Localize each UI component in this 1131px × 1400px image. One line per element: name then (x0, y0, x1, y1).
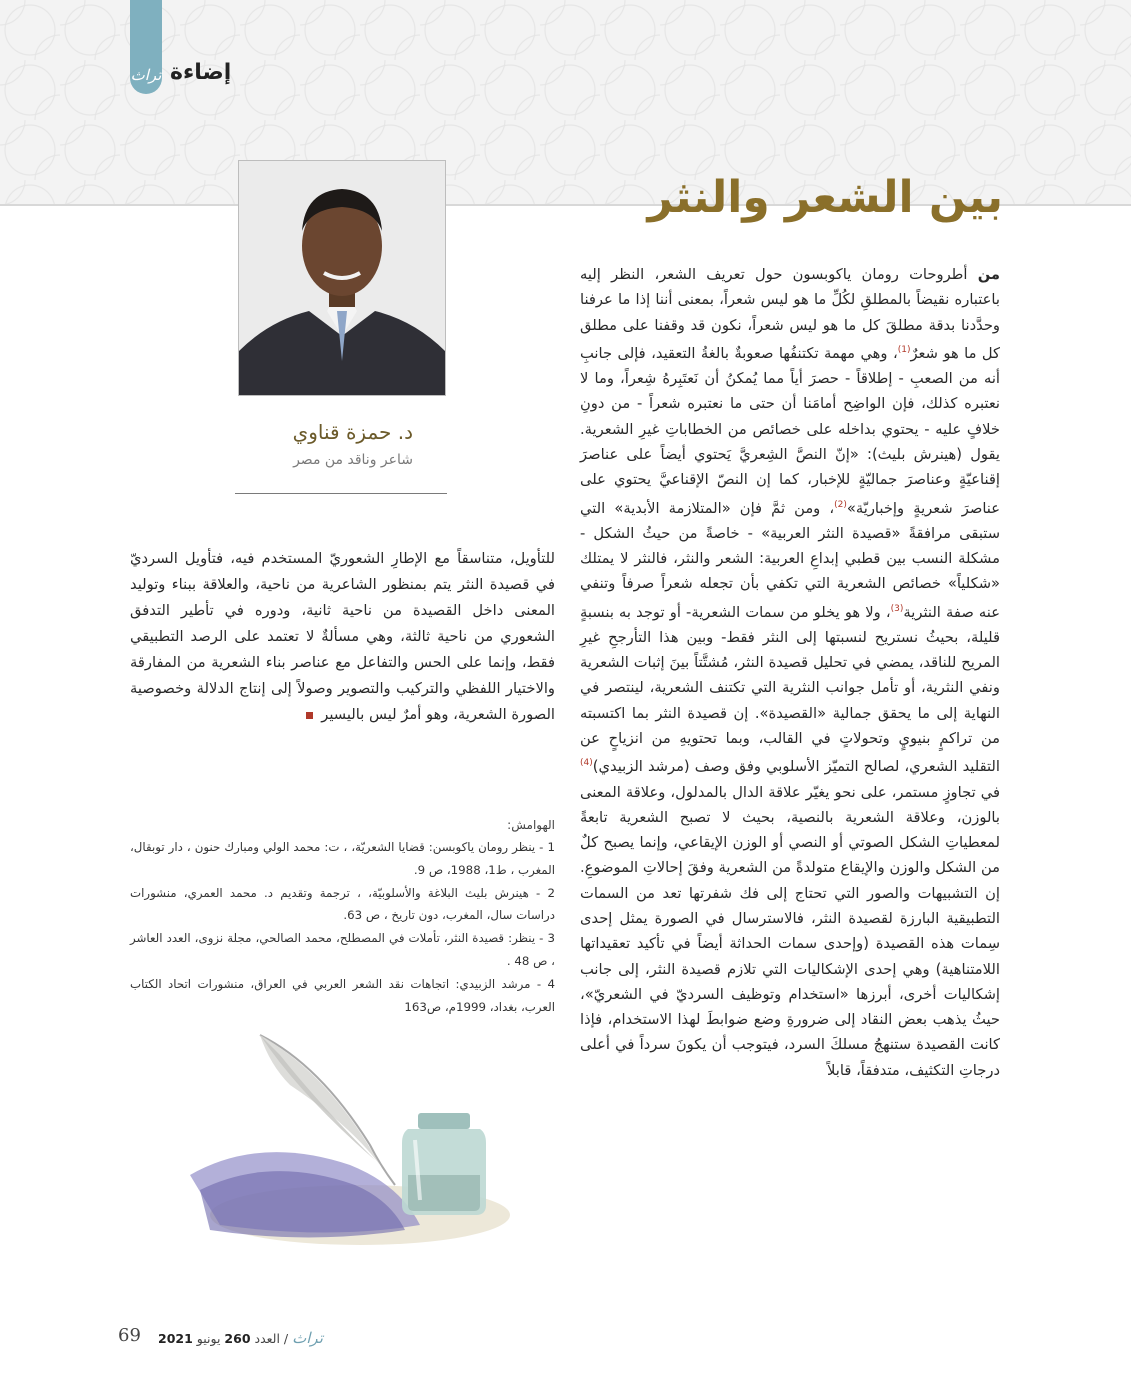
footnote-ref: (2) (834, 499, 847, 510)
end-of-article-mark (306, 712, 313, 719)
issue-month: يونيو (196, 1331, 221, 1346)
author-divider (235, 493, 447, 494)
section-label: إضاءة (170, 60, 232, 85)
issue-info: تراث / العدد 260 يونيو 2021 (158, 1329, 323, 1347)
author-role: شاعر وناقد من مصر (293, 452, 413, 468)
article-continuation-paragraph (130, 546, 555, 728)
article-title: بين الشعر والنثر (647, 172, 1003, 223)
magazine-tab (130, 0, 162, 94)
body-text-3: ، ومن ثمَّ فإن «المتلازمة الأبدية» التي ستبقى مرافقةً «قصيدة النثر العربية» - خاصةً من حيثُ الشكل - مشكلة النسب بين قطبي إبداعِ العربية: الشعر والنثر، فالنثر لا يمتلك «شكلياً» خصائص الشعرية التي تكفي بأن تجعله شعراً صرفاً وتنفي عنه صفة النثرية (580, 499, 1000, 621)
tab-logo-text: تراث (130, 66, 162, 84)
author-name: د. حمزة قناوي (292, 420, 413, 444)
issue-label: العدد (254, 1331, 280, 1346)
article-body-paragraph (580, 262, 1000, 1083)
author-photo (238, 160, 446, 396)
lead-word: من (977, 266, 1000, 283)
quill-ink-illustration (180, 1025, 540, 1255)
issue-number: 260 (224, 1331, 251, 1346)
footer-logo-text: تراث (292, 1329, 323, 1347)
body-text-1: أطروحات رومان ياكوبسون حول تعريف الشعر، النظر إليه باعتباره نقيضاً بالمطلقِ لكُلِّ ما هو ليس شعراً، بمعنى أننا إذا ما عرفنا وحدَّدنا بدقة مطلقَ كل ما هو ليس شعراً، نكون قد وقفنا على مطلق كل ما هو شعرٌ (580, 266, 1000, 362)
page-number: 69 (118, 1325, 141, 1346)
body-text-2: ، وهي مهمة تكتنفُها صعوبةٌ بالغةُ التعقيد، فإلى جانبِ أنه من الصعبِ - إطلاقاً - حصرَ أياً مما يُمكنُ أن نَعتَبِرهُ شِعراً، وما لا نعتبره كذلك، فإن الواضِح أمامَنا أن حتى ما نعتبره شعراً - من دونِ خلافٍ عليه - يحتوي بداخله على خصائص من الخطاباتِ غيرِ الشعرية. يقول (هينرش بليث): «إنّ النصَّ الشِعريَّ يَحتوي أيضاً على عناصرَ إقناعيّةٍ وعناصرَ جماليّةٍ للإخبار، كما إن النصّ الإقناعيَّ يحتوي على عناصرَ شعريةٍ وإخباريّة» (580, 344, 1000, 517)
footnote-item: 4 - مرشد الزبيدي: اتجاهات نقد الشعر العربي في العراق، منشورات اتحاد الكتاب العرب، بغداد، 1999م، ص163 (130, 976, 555, 1014)
footnote-ref: (4) (580, 758, 593, 769)
footnote-item: 3 - ينظر: قصيدة النثر، تأملات في المصطلح، محمد الصالحي، مجلة نزوى، العدد العاشر ، ص 48 . (130, 931, 555, 968)
issue-year: 2021 (158, 1331, 193, 1346)
footnote-ref: (3) (890, 603, 904, 614)
body-text-5: في تجاوزٍ مستمر، على نحو يغيّر علاقة الدال بالمدلول، وعلاقة المعنى بالوزن، وعلاقة الشعرية بالنصية، بحيث لا تصبح الشعرية تابعةً لمعطياتِ الشكل الصوتي أو النصي أو الوزن الإيقاعي، وإنما يصبح كلٌ من الشكل والوزن والإيقاع متولدةً من الشعرية وفقَ إحالاتِ الموضوعِ. إن التشبيهات والصور التي تحتاج إلى فك شفرتها تعد من السمات التطبيقية البارزة لقصيدة النثر، فالاسترسال في الصورة يمثل إحدى سِمات هذه القصيدة (وإحدى سمات الحداثة أيضاً في تأكيد تعقيداتها اللامتناهية) وهي إحدى الإشكاليات التي تلازم قصيدة النثر، إلى جانب إشكاليات أخرى، أبرزها «استخدام وتوظيف السرديّ في الشعريّ»، حيثُ يذهب بعض النقاد إلى ضرورةِ وضع ضوابطَ لهذا الاستخدام، فإذا كانت القصيدة ستنهجُ مسلكَ السرد، فيتوجب أن يكونَ سرداً في أعلى درجاتِ التكثيف، متدفقاً، قابلاً (580, 783, 1000, 1079)
footnote-item: 1 - ينظر رومان ياكوبسن: قضايا الشعريّة، ، ت: محمد الولي ومبارك حنون ، دار توبقال، المغرب ، ط1، 1988، ص 9. (130, 840, 555, 877)
footnotes-list (130, 836, 555, 1018)
page-footer (118, 1325, 378, 1351)
footnote-item: 2 - هينرش بليث البلاغة والأسلوبيّة، ، ترجمة وتقديم د. محمد العمري، منشورات دراسات سال، المغرب، دون تاريخ ، ص 63. (130, 885, 555, 923)
footnotes-title: الهوامش: (507, 818, 555, 832)
body-text-4: ، ولا هو يخلو من سمات الشعرية- أو توجد به بنسبةٍ قليلة، بحيثُ نستريح لنسبتها إلى النثر فقط- وبين هذا التأرجحِ غيرِ المريح للناقد، يمضي في تحليل قصيدة النثر، مُشتَّتاً بينَ إثبات الشعرية ونفي النثرية، أو تأمل جوانب النثرية التي تكتنف الشعرية، لينتصر في النهاية إلى ما يحقق جمالية «القصيدة». إن قصيدة النثر بما اكتسبته من تراكمٍ بنيويٍ وتحولاتٍ في القالب، وبما تحتويهِ من انزياحٍ عن التقليد الشعري، لصالح التميّز الأسلوبي وفق وصف (مرشد الزبيدي) (580, 603, 1000, 776)
continuation-text: للتأويل، متناسقاً مع الإطارِ الشعوريّ المستخدم فيه، فتأويل السرديّ في قصيدة النثر يتم بمنظور الشاعرية من ناحية، والعلاقة ببناء وتوليد المعنى داخل القصيدة من ناحية ثانية، ودوره في تأطير التدفق الشعوري من ناحية ثالثة، وهي مسألةٌ لا تعتمد على الرصد التطبيقي فقط، وإنما على الحس والتفاعل مع عناصر بناء الشعرية من المفارقة والاختيار اللفظي والتركيب والتصوير وصولاً إلى إنتاج الدلالة وخصوصية الصورة الشعرية، وهو أمرٌ ليس باليسير (130, 550, 555, 723)
article-main-column (580, 262, 1000, 1083)
article-left-column (130, 546, 555, 728)
footnote-ref: (1) (897, 344, 911, 355)
